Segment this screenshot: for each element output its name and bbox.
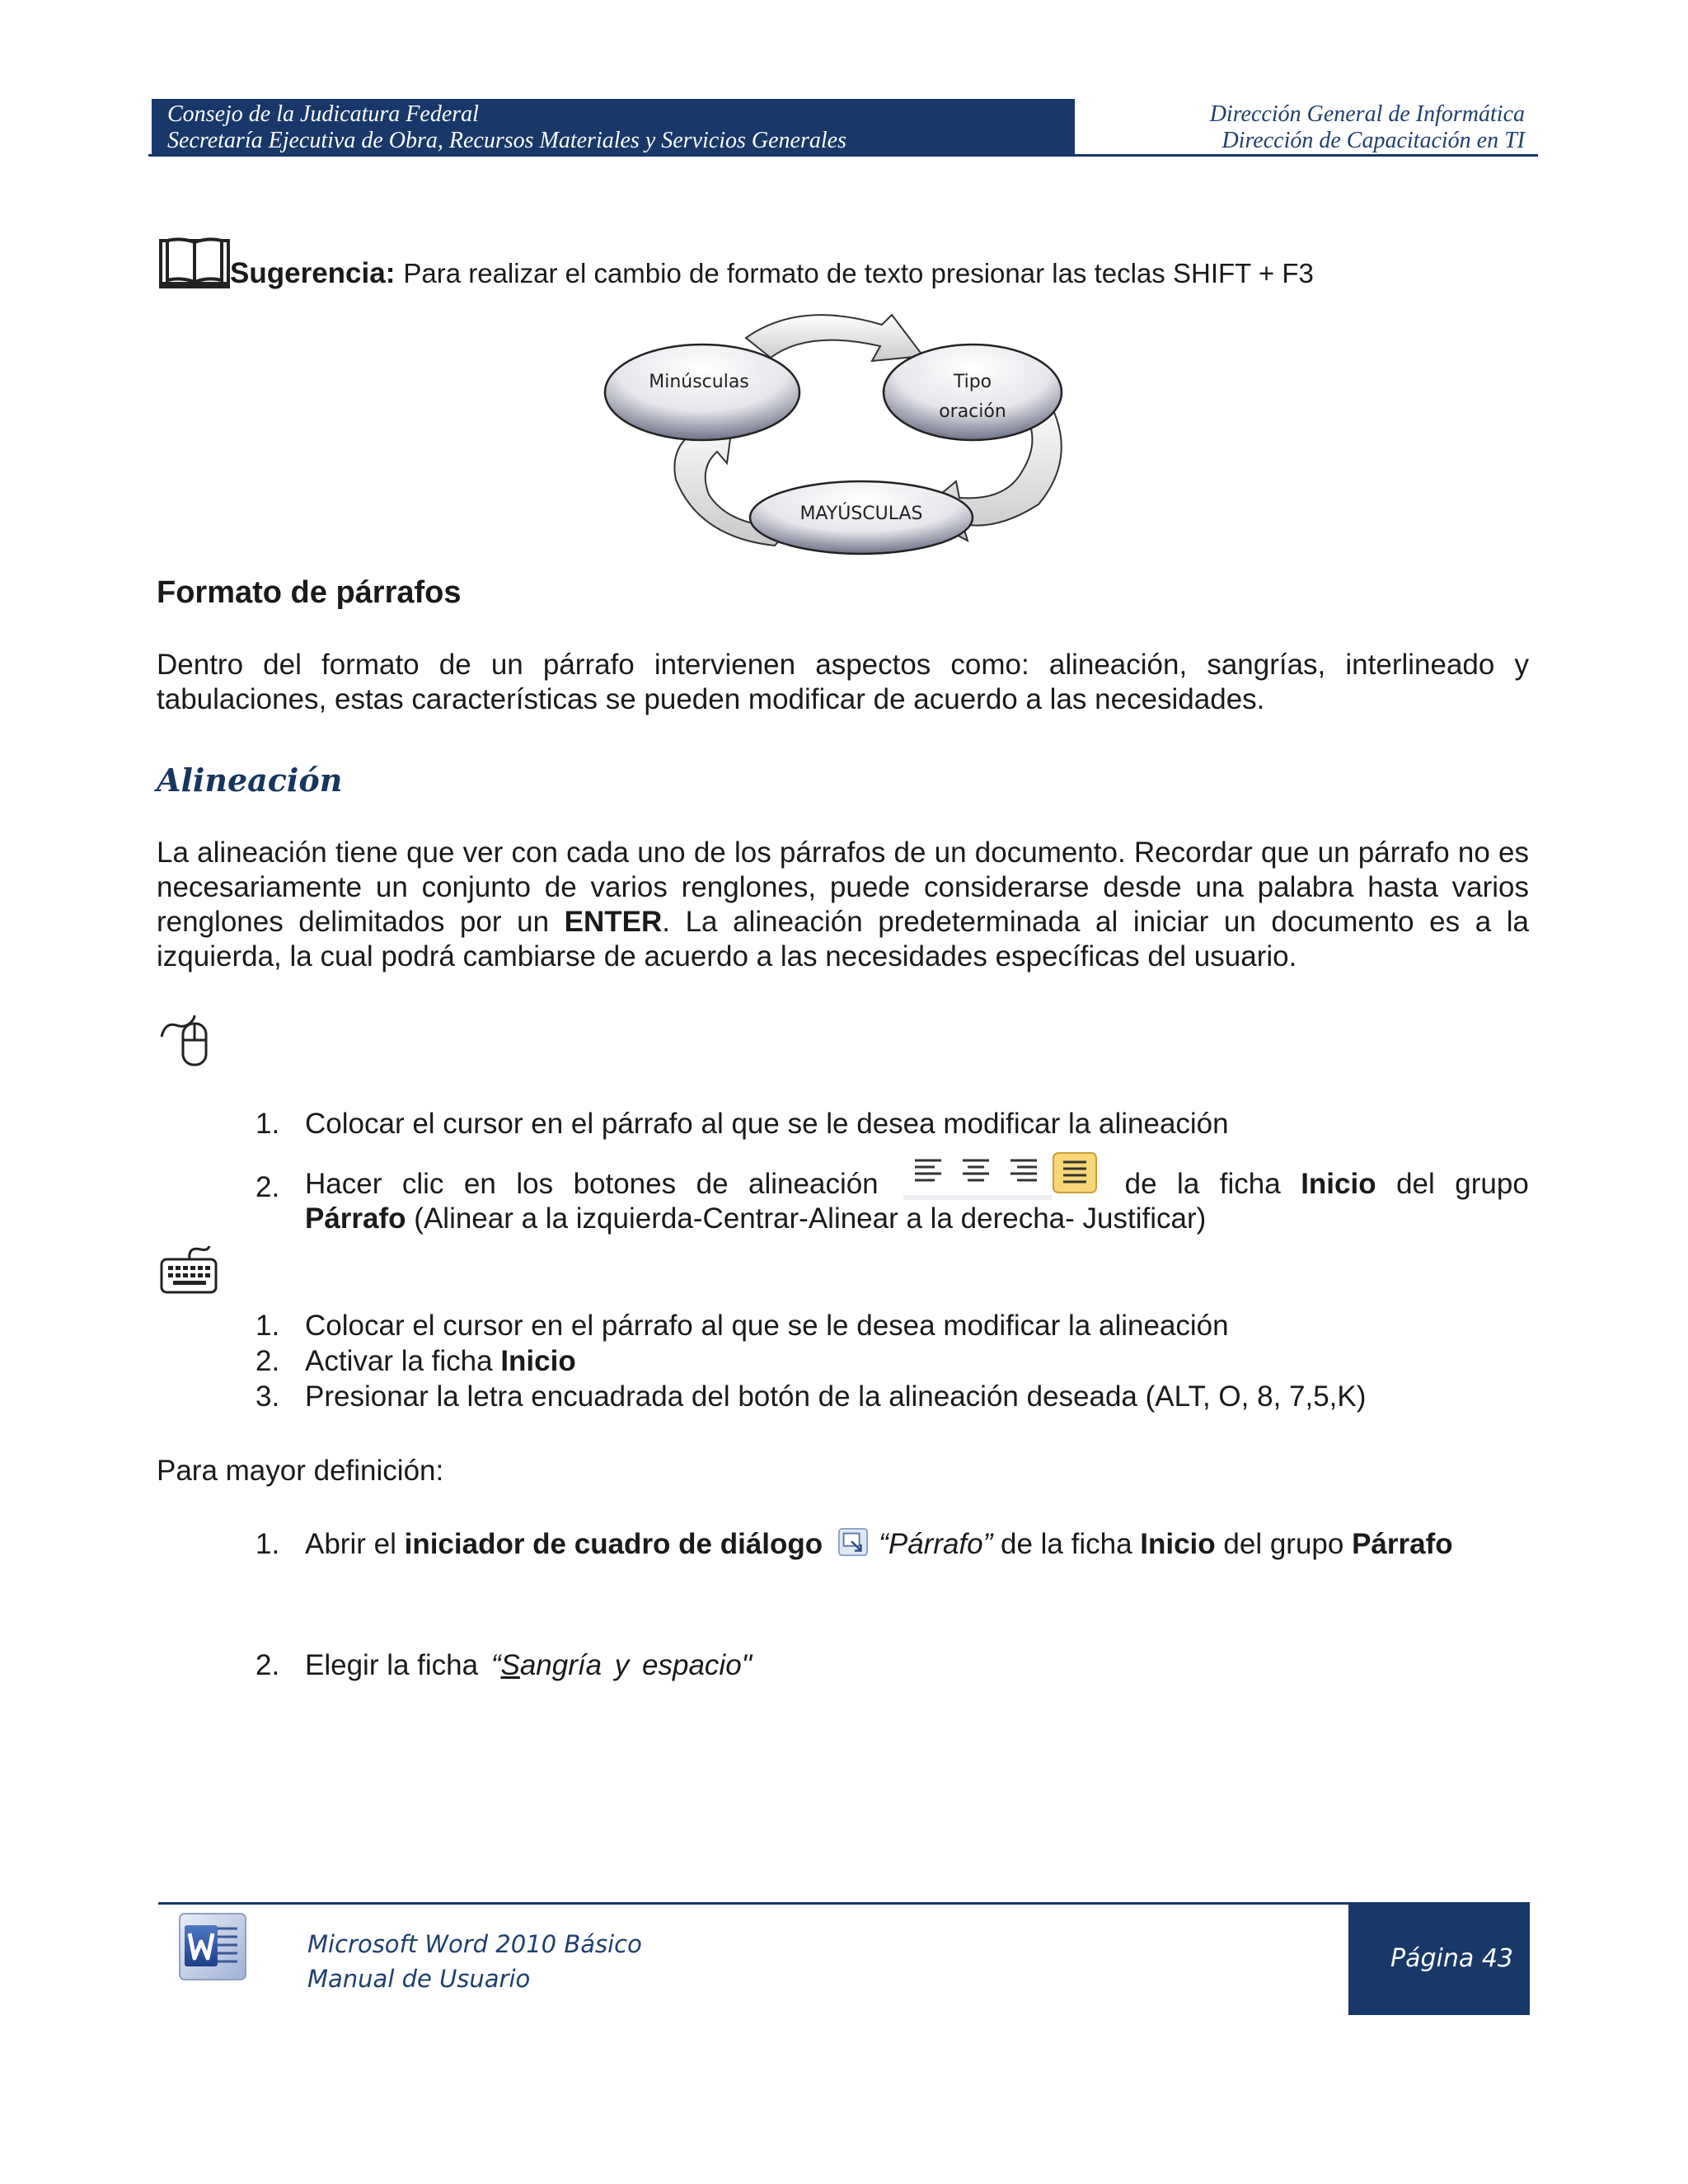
list-number: 1. [256,1528,280,1560]
step-text: Activar la ficha [305,1345,501,1377]
footer-title-block [307,1927,642,1996]
list-text [305,1344,576,1379]
more-definition-label: Para mayor definición: [157,1455,444,1487]
suggestion-note [159,232,1314,290]
word-bold: Inicio [500,1345,576,1377]
word-bold: Inicio [1140,1528,1216,1560]
cycle-node-lowercase [605,344,799,440]
word: en [463,1168,496,1200]
dialog-name: “Párrafo” [879,1528,993,1560]
word: de [1124,1168,1157,1200]
word-bold: iniciador de cuadro de diálogo [404,1528,823,1560]
word-bold: Párrafo [1352,1528,1453,1560]
cycle-label-sentence-2: oración [939,401,1006,422]
quote-open: “ [490,1649,501,1681]
header-left-band [152,99,1075,155]
word: los [516,1168,554,1200]
step-text: del grupo [1215,1528,1353,1560]
intro-paragraph: Dentro del formato de un párrafo intervienen aspectos como: alineación, sangrías, interlineado y tabulaciones, estas características se pueden modificar de acuerdo a las necesidades. [157,649,1529,715]
cycle-label-lowercase: Minúsculas [649,372,749,392]
mouse-step-2 [256,1152,1529,1236]
word: Hacer [305,1168,382,1200]
mouse-step-2-line-1 [305,1152,1529,1202]
alignment-paragraph-text-1: La alineación tiene que ver con cada uno de los párrafos de un documento. Recordar que un párrafo no es necesariamente un conjunto de varios renglones, puede considerarse desde una palabra hasta varios renglones delimitados por un [157,837,1529,938]
tab-name-rest: angría y espacio" [519,1649,753,1681]
list-number: 3. [256,1380,280,1413]
step-text: Elegir la ficha [305,1649,486,1681]
list-text [305,1648,752,1683]
footer-course: Microsoft Word 2010 Básico [307,1930,642,1958]
page-number: Página 43 [1390,1944,1513,1973]
cycle-label-uppercase: MAYÚSCULAS [799,504,923,524]
step-text: Abrir el [305,1528,405,1560]
section-heading: Formato de párrafos [157,575,462,610]
cycle-node-sentence [884,344,1062,440]
word: alineación [748,1168,879,1200]
footer-manual: Manual de Usuario [307,1965,531,1993]
step-text: de la ficha [992,1528,1141,1560]
word-bold: Párrafo [305,1202,406,1235]
word: grupo [1455,1168,1529,1200]
tab-name [491,1649,752,1681]
dialog-launcher-icon [837,1527,869,1558]
list-number: 1. [256,1310,280,1342]
footer-page-box [1348,1902,1530,2015]
book-icon [159,236,230,290]
list-number: 1. [256,1108,280,1140]
list-text: Colocar el cursor en el párrafo al que se le desea modificar la alineación [305,1108,1229,1140]
list-number: 2. [256,1345,280,1377]
suggestion-label: Sugerencia: [230,257,396,289]
enter-keyword: ENTER [564,906,663,938]
word: la [1177,1168,1200,1200]
header-secretariat: Secretaría Ejecutiva de Obra, Recursos Materiales y Servicios Generales [167,128,846,153]
alignment-paragraph-text-2: . La alineación predeterminada al iniciar un documento es a la izquierda, la cual podrá cambiarse de acuerdo a las necesidades específicas del usuario. [157,906,1530,972]
word-logo-icon [175,1910,251,1983]
alignment-paragraph [157,836,1529,974]
cycle-arrow-top [746,315,923,361]
word: ficha [1219,1168,1281,1200]
mouse-icon [158,1012,218,1070]
word: clic [401,1168,444,1200]
header-directorate: Dirección General de Informática [1209,101,1525,127]
suggestion-text: Para realizar el cambio de formato de texto presionar las teclas SHIFT + F3 [403,258,1314,288]
header-right-block [1075,99,1536,155]
access-key-letter: S [500,1649,520,1681]
header-org: Consejo de la Judicatura Federal [167,101,479,127]
keyboard-icon [158,1243,221,1297]
word: botones [573,1168,677,1200]
list-text: Presionar la letra encuadrada del botón de la alineación deseada (ALT, O, 8, 7,5,K) [305,1380,1367,1413]
alignment-buttons-icon [903,1152,1100,1202]
step-text: (Alinear a la izquierda-Centrar-Alinear a la derecha- Justificar) [406,1202,1207,1235]
header-direction: Dirección de Capacitación en TI [1221,128,1525,153]
header-rule [148,154,1538,157]
text-case-cycle-diagram [593,307,1088,562]
list-text: Colocar el cursor en el párrafo al que se le desea modificar la alineación [305,1310,1229,1342]
word-bold: Inicio [1301,1168,1376,1200]
footer-rule [158,1902,1348,1905]
list-text [305,1527,1453,1562]
word: de [696,1168,729,1200]
mouse-step-2-line-2 [305,1202,1529,1236]
cycle-label-sentence-1: Tipo [953,372,992,392]
word: del [1396,1168,1435,1200]
list-number: 2. [256,1171,280,1203]
subsection-heading: Alineación [157,762,343,799]
list-number: 2. [256,1649,280,1681]
